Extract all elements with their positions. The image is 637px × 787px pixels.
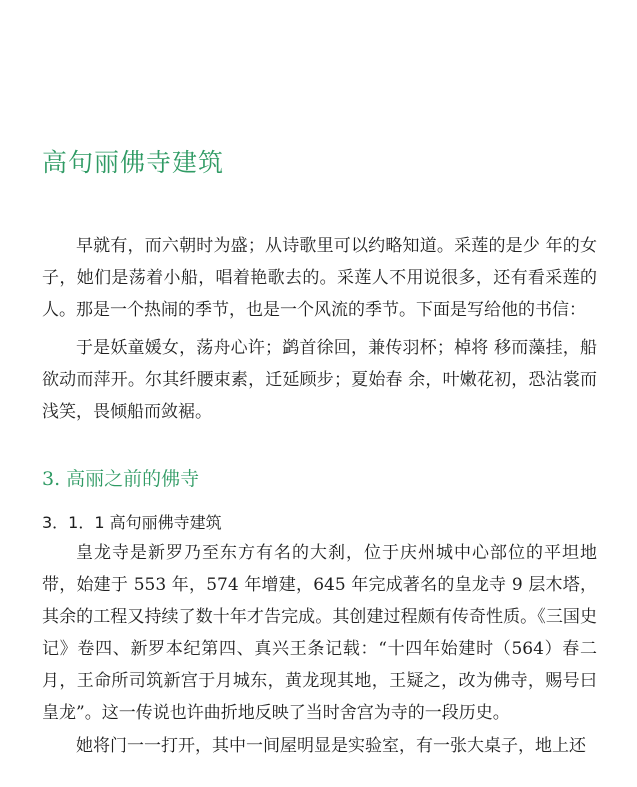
section-heading: 3. 高丽之前的佛寺 [42,468,200,490]
paragraph-continued: 她将门一一打开，其中一间屋明显是实验室，有一张大桌子，地上还 [76,736,586,756]
paragraph-intro: 早就有，而六朝时为盛；从诗歌里可以约略知道。采莲的是少 年的女子，她们是荡着小船，唱着艳歌去的。采莲人不用说很多，还有看采莲的人。那是一个热闹的季节，也是一个风流的季节。下面是写给他的书信： [42,236,597,320]
paragraph-quote: 于是妖童媛女，荡舟心许；鹢首徐回，兼传羽杯；棹将 移而藻挂，船欲动而萍开。尔其纤腰束素，迁延顾步；夏始春 余，叶嫩花初，恐沾裳而浅笑，畏倾船而敛裾。 [42,338,597,422]
paragraph-huanglong-temple: 皇龙寺是新罗乃至东方有名的大刹，位于庆州城中心部位的平坦地带，始建于 553 年，574 年增建，645 年完成著名的皇龙寺 9 层木塔，其余的工程又持续了数十年才告完成。其创建过程颇有传奇性质。《三国史记》卷四、新罗本纪第四、真兴王条记载：“十四年始建时（564）春二月，王命所司筑新宫于月城东，黄龙现其地，王疑之，改为佛寺，赐号曰皇龙”。这一传说也许曲折地反映了当时舍宫为寺的一段历史。 [42,543,597,723]
subsection-heading: 3．1．1 高句丽佛寺建筑 [42,513,222,532]
page-title: 高句丽佛寺建筑 [42,148,225,177]
